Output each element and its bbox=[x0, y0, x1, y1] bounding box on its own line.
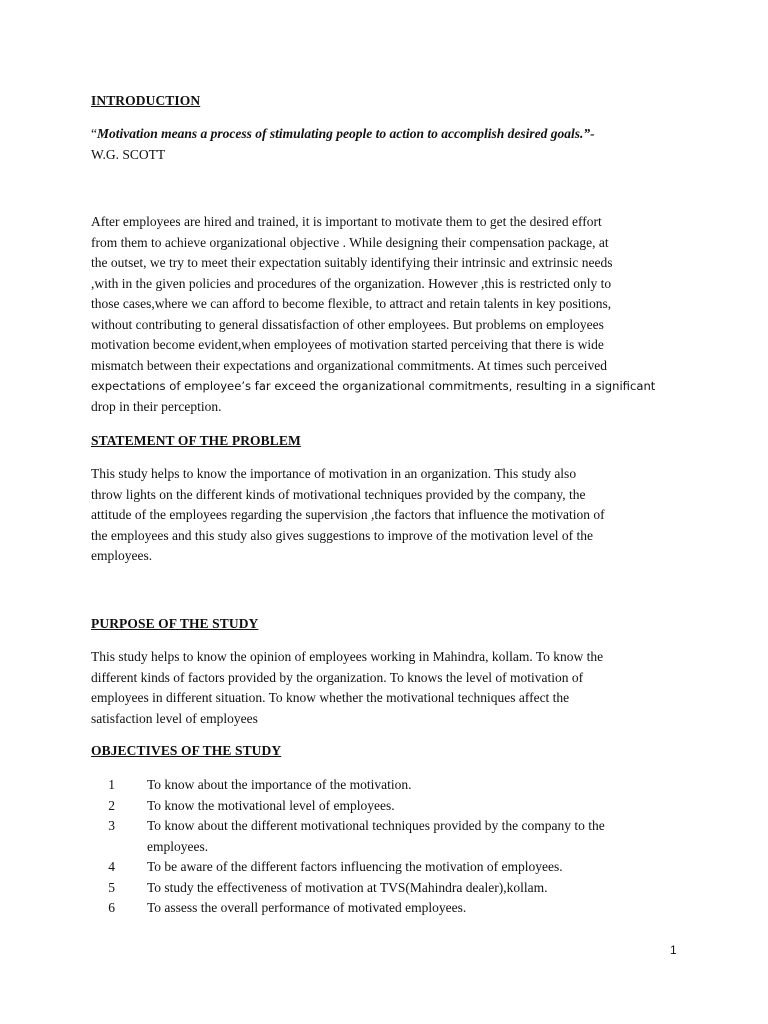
paragraph-line: from them to achieve organizational objective . While designing their compensation package, at bbox=[91, 234, 609, 250]
list-item bbox=[91, 816, 605, 857]
paragraph-line: ,with in the given policies and procedures of the organization. However ,this is restricted only to bbox=[91, 275, 612, 291]
paragraph-line: attitude of the employees regarding the supervision ,the factors that influence the motivation of bbox=[91, 507, 605, 522]
list-item-text: To know about the importance of the motivation. bbox=[147, 777, 412, 792]
paragraph-line: mismatch between their expectations and organizational commitments. At times such perceived bbox=[91, 357, 607, 373]
paragraph-line: motivation become evident,when employees of motivation started perceiving that there is wide bbox=[91, 337, 604, 352]
objectives-list bbox=[91, 775, 605, 919]
paragraph-line: drop in their perception. bbox=[91, 398, 222, 414]
list-item-text: To know about the different motivational techniques provided by the company to the bbox=[147, 818, 605, 833]
quote-author: W.G. SCOTT bbox=[91, 146, 166, 162]
paragraph-line: This study helps to know the importance of motivation in an organization. This study also bbox=[91, 466, 577, 481]
paragraph-line: the employees and this study also gives suggestions to improve of the motivation level of the bbox=[91, 527, 594, 543]
statement-heading: STATEMENT OF THE PROBLEM bbox=[91, 433, 301, 448]
list-item-number: 2 bbox=[108, 797, 115, 813]
list-item bbox=[91, 878, 605, 899]
paragraph-line: expectations of employee’s far exceed the organizational commitments, resulting in a significant bbox=[91, 379, 656, 393]
list-item-number: 6 bbox=[108, 900, 115, 915]
purpose-paragraph bbox=[91, 647, 691, 729]
page-number: 1 bbox=[670, 943, 677, 957]
paragraph-line: satisfaction level of employees bbox=[91, 710, 258, 726]
objectives-heading: OBJECTIVES OF THE STUDY bbox=[91, 743, 282, 758]
paragraph-line: After employees are hired and trained, it is important to motivate them to get the desired effort bbox=[91, 214, 602, 229]
list-item bbox=[91, 898, 605, 919]
paragraph-line: without contributing to general dissatisfaction of other employees. But problems on employees bbox=[91, 316, 604, 332]
list-item-number: 4 bbox=[108, 859, 115, 874]
introduction-heading: INTRODUCTION bbox=[91, 93, 201, 108]
paragraph-line: different kinds of factors provided by the organization. To knows the level of motivation of bbox=[91, 669, 584, 685]
list-item-number: 5 bbox=[108, 879, 115, 895]
paragraph-line: This study helps to know the opinion of employees working in Mahindra, kollam. To know the bbox=[91, 649, 604, 664]
introduction-paragraph bbox=[91, 212, 691, 417]
list-item-number: 1 bbox=[108, 777, 115, 792]
paragraph-line: those cases,where we can afford to become flexible, to attract and retain talents in key positions, bbox=[91, 296, 612, 311]
quote-text: Motivation means a process of stimulating people to action to accomplish desired goals bbox=[97, 126, 581, 141]
quote-open-mark: “ bbox=[91, 126, 97, 141]
quote-block bbox=[91, 124, 595, 165]
paragraph-line: throw lights on the different kinds of motivational techniques provided by the company, the bbox=[91, 486, 586, 502]
paragraph-line: employees. bbox=[91, 548, 153, 563]
list-item-number: 3 bbox=[108, 818, 115, 833]
list-item-text: To assess the overall performance of motivated employees. bbox=[147, 900, 467, 915]
list-item-text: To be aware of the different factors influencing the motivation of employees. bbox=[147, 859, 563, 874]
list-item bbox=[91, 796, 605, 817]
quote-close-mark: .”- bbox=[580, 126, 595, 141]
paragraph-line: the outset, we try to meet their expectation suitably identifying their intrinsic and extrinsic needs bbox=[91, 255, 613, 270]
list-item bbox=[91, 857, 605, 878]
paragraph-line: employees in different situation. To know whether the motivational techniques affect the bbox=[91, 690, 570, 705]
list-item-text: To know the motivational level of employees. bbox=[147, 797, 395, 813]
purpose-heading: PURPOSE OF THE STUDY bbox=[91, 616, 259, 631]
list-item bbox=[91, 775, 605, 796]
list-item-text: To study the effectiveness of motivation at TVS(Mahindra dealer),kollam. bbox=[147, 879, 548, 895]
statement-paragraph bbox=[91, 464, 691, 567]
list-item-text: employees. bbox=[147, 838, 209, 854]
